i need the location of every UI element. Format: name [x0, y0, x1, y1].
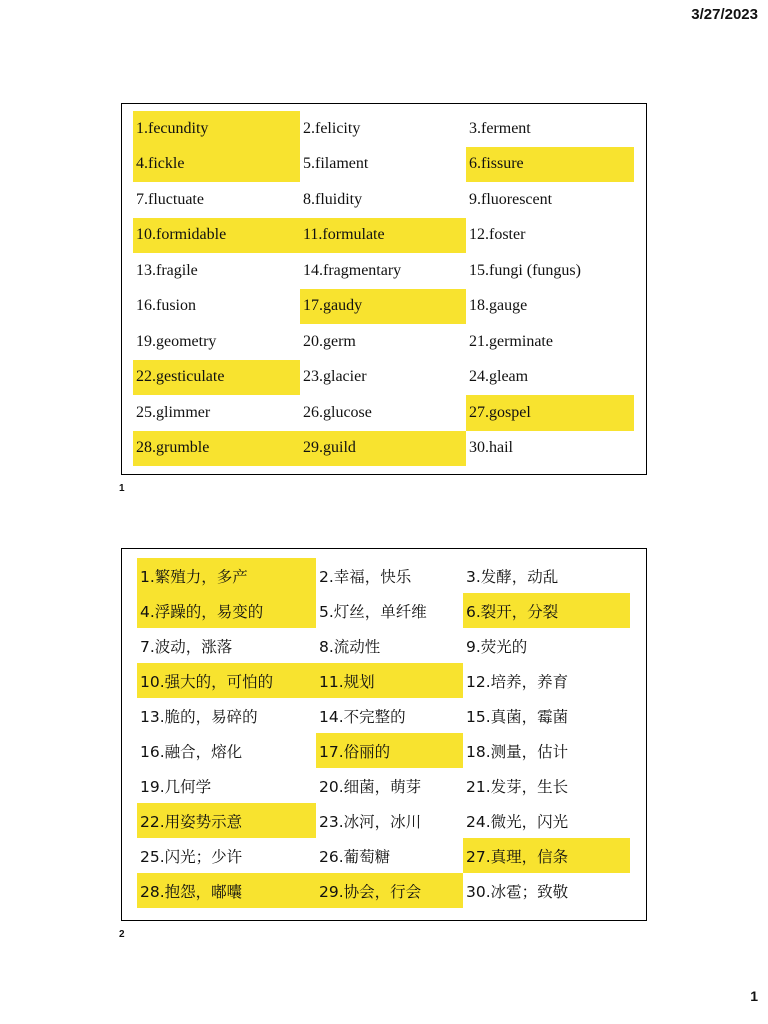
word-cell-4: 4.fickle — [133, 147, 300, 183]
word-cell-10: 10.formidable — [133, 218, 300, 254]
word-cell-1: 1.fecundity — [133, 111, 300, 147]
meaning-cell-17: 17.俗丽的 — [316, 733, 463, 768]
slide-number-1: 1 — [119, 483, 125, 494]
word-cell-26: 26.glucose — [303, 403, 372, 421]
meaning-cell-21: 21.发芽，生长 — [466, 777, 569, 796]
word-cell-30: 30.hail — [469, 439, 513, 457]
meaning-cell-13: 13.脆的，易碎的 — [140, 707, 258, 726]
meaning-cell-6: 6.裂开，分裂 — [463, 593, 630, 628]
meaning-cell-4: 4.浮躁的，易变的 — [137, 593, 316, 628]
meaning-cell-29: 29.协会，行会 — [316, 873, 463, 908]
meaning-cell-5: 5.灯丝，单纤维 — [319, 602, 427, 621]
meaning-cell-25: 25.闪光；少许 — [140, 847, 243, 866]
word-cell-9: 9.fluorescent — [469, 190, 553, 208]
word-cell-21: 21.germinate — [469, 332, 553, 350]
word-cell-22: 22.gesticulate — [133, 360, 300, 396]
meaning-cell-20: 20.细菌，萌芽 — [319, 777, 422, 796]
slide-number-2: 2 — [119, 929, 125, 940]
word-cell-7: 7.fluctuate — [136, 190, 204, 208]
slide-english-words — [121, 103, 647, 475]
meaning-cell-19: 19.几何学 — [140, 777, 212, 796]
meaning-cell-28: 28.抱怨，嘟囔 — [137, 873, 316, 908]
slide-chinese-meanings — [121, 548, 647, 921]
meaning-cell-27: 27.真理，信条 — [463, 838, 630, 873]
word-cell-13: 13.fragile — [136, 261, 198, 279]
print-date: 3/27/2023 — [691, 6, 758, 23]
meaning-cell-11: 11.规划 — [316, 663, 463, 698]
meaning-cell-30: 30.冰雹；致敬 — [466, 882, 569, 901]
word-cell-15: 15.fungi (fungus) — [469, 261, 581, 279]
page-number: 1 — [750, 988, 758, 1004]
meaning-cell-18: 18.测量，估计 — [466, 742, 569, 761]
meaning-cell-7: 7.波动，涨落 — [140, 637, 233, 656]
meaning-cell-3: 3.发酵，动乱 — [466, 567, 559, 586]
word-cell-12: 12.foster — [469, 226, 526, 244]
meaning-cell-23: 23.冰河，冰川 — [319, 812, 422, 831]
meaning-cell-15: 15.真菌，霉菌 — [466, 707, 569, 726]
word-cell-28: 28.grumble — [133, 431, 300, 467]
meaning-cell-2: 2.幸福，快乐 — [319, 567, 412, 586]
word-cell-20: 20.germ — [303, 332, 356, 350]
meaning-cell-8: 8.流动性 — [319, 637, 381, 656]
meaning-cell-1: 1.繁殖力，多产 — [137, 558, 316, 593]
word-cell-14: 14.fragmentary — [303, 261, 402, 279]
meaning-cell-22: 22.用姿势示意 — [137, 803, 316, 838]
word-cell-8: 8.fluidity — [303, 190, 363, 208]
meaning-cell-10: 10.强大的，可怕的 — [137, 663, 316, 698]
meaning-cell-26: 26.葡萄糖 — [319, 847, 391, 866]
english-word-grid — [133, 111, 634, 466]
word-cell-2: 2.felicity — [303, 119, 361, 137]
word-cell-5: 5.filament — [303, 155, 369, 173]
meaning-cell-14: 14.不完整的 — [319, 707, 406, 726]
meaning-cell-24: 24.微光，闪光 — [466, 812, 569, 831]
word-cell-27: 27.gospel — [466, 395, 634, 431]
meaning-cell-12: 12.培养，养育 — [466, 672, 569, 691]
chinese-meaning-grid — [137, 558, 630, 908]
word-cell-24: 24.gleam — [469, 368, 529, 386]
meaning-cell-16: 16.融合，熔化 — [140, 742, 243, 761]
word-cell-3: 3.ferment — [469, 119, 531, 137]
meaning-cell-9: 9.荧光的 — [466, 637, 528, 656]
word-cell-29: 29.guild — [300, 431, 466, 467]
word-cell-16: 16.fusion — [136, 297, 196, 315]
word-cell-23: 23.glacier — [303, 368, 367, 386]
word-cell-6: 6.fissure — [466, 147, 634, 183]
word-cell-11: 11.formulate — [300, 218, 466, 254]
word-cell-25: 25.glimmer — [136, 403, 211, 421]
word-cell-19: 19.geometry — [136, 332, 217, 350]
word-cell-17: 17.gaudy — [300, 289, 466, 325]
word-cell-18: 18.gauge — [469, 297, 528, 315]
